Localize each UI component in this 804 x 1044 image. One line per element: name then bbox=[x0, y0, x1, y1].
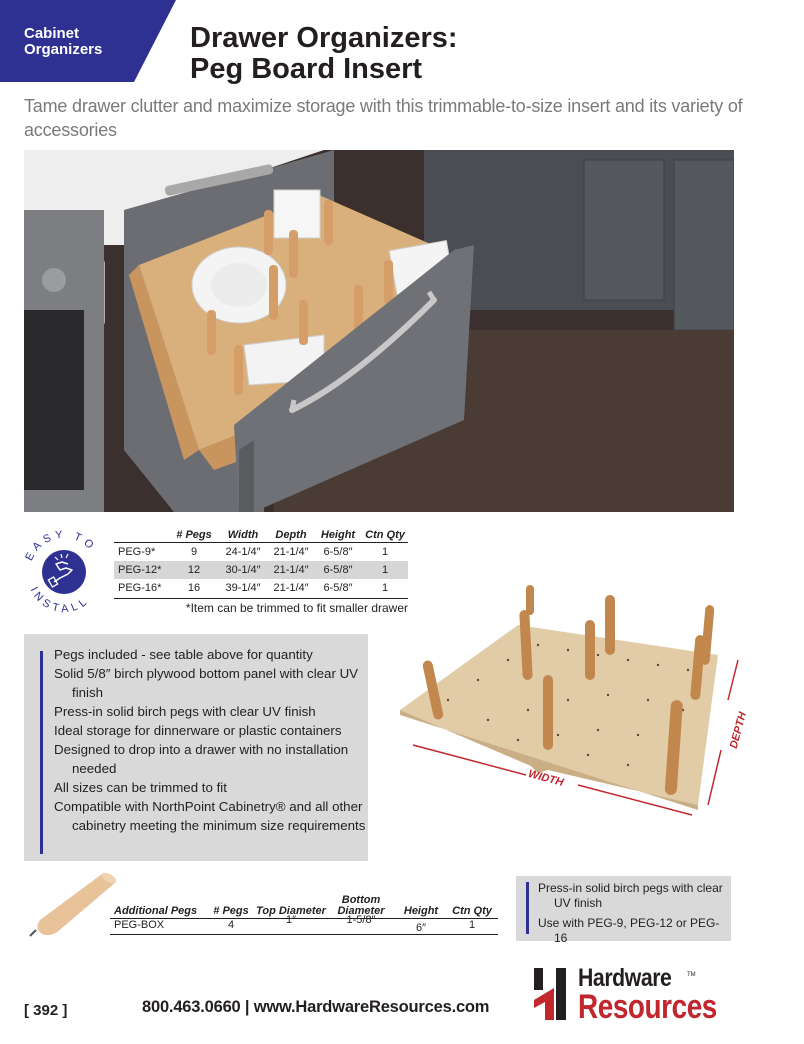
width-label: WIDTH bbox=[526, 767, 565, 789]
depth-label: DEPTH bbox=[727, 710, 750, 750]
features-box bbox=[24, 634, 368, 861]
page-subtitle: Tame drawer clutter and maximize storage with this trimmable-to-size insert and its variety of accessories bbox=[24, 96, 743, 140]
header-ctn-qty: Ctn Qty bbox=[365, 529, 405, 541]
contact-info[interactable]: 800.463.0660 | www.HardwareResources.com bbox=[142, 998, 490, 1016]
accessory-notes-list bbox=[538, 881, 728, 951]
feature-item: Compatible with NorthPoint Cabinetry® and all other cabinetry meeting the minimum size requirements bbox=[54, 799, 366, 833]
category-line-1: Cabinet bbox=[24, 25, 80, 42]
logo-hardware-text: Hardware bbox=[578, 964, 672, 992]
accessory-note: Use with PEG-9, PEG-12 or PEG-16 bbox=[538, 916, 720, 945]
accessory-note: Press-in solid birch pegs with clear UV finish bbox=[538, 881, 723, 910]
category-line-2: Organizers bbox=[24, 41, 103, 58]
easy-to-install-badge bbox=[16, 520, 112, 616]
product-spec-table bbox=[114, 528, 408, 615]
peg-photo bbox=[22, 868, 122, 948]
peg-board-illustration bbox=[388, 560, 788, 820]
hardware-resources-logo bbox=[532, 966, 738, 1024]
feature-item: Ideal storage for dinnerware or plastic containers bbox=[54, 723, 342, 738]
header-width: Width bbox=[227, 529, 259, 541]
feature-item: All sizes can be trimmed to fit bbox=[54, 780, 227, 795]
hero-photo bbox=[24, 150, 734, 512]
trim-note: *Item can be trimmed to fit smaller drawer bbox=[185, 601, 408, 615]
category-label bbox=[24, 26, 102, 58]
feature-item: Solid 5/8″ birch plywood bottom panel with clear UV finish bbox=[54, 666, 359, 700]
accent-bar bbox=[526, 882, 529, 934]
features-list bbox=[54, 645, 366, 835]
svg-text:INSTALL: INSTALL bbox=[27, 585, 93, 616]
table-row: PEG-16* 16 39-1/4″ 21-1/4″ 6-5/8″ 1 bbox=[118, 582, 389, 594]
table-header: Additional Pegs # Pegs Top Diameter Bottom Diameter Height Ctn Qty bbox=[110, 892, 498, 919]
table-row: PEG-BOX 4 1″ 1-5/8″ 6″ 1 bbox=[110, 919, 498, 935]
header-height: Height bbox=[320, 529, 356, 541]
logo-resources-text: Resources bbox=[578, 988, 717, 1026]
hand-snap-icon bbox=[16, 520, 112, 616]
title-line-1: Drawer Organizers: bbox=[190, 22, 458, 54]
feature-item: Designed to drop into a drawer with no installation needed bbox=[54, 742, 349, 776]
additional-pegs-table bbox=[110, 892, 498, 935]
table-header bbox=[114, 528, 408, 543]
feature-item: Pegs included - see table above for quantity bbox=[54, 647, 313, 662]
badge-top-text: EASY TO bbox=[23, 528, 99, 563]
table-rule bbox=[114, 598, 408, 599]
peg-board-diagram bbox=[388, 560, 788, 820]
feature-item: Press-in solid birch pegs with clear UV finish bbox=[54, 704, 316, 719]
page-title bbox=[190, 23, 458, 85]
header-pegs: # Pegs bbox=[176, 529, 212, 541]
wooden-peg-illustration bbox=[22, 868, 122, 948]
header-depth: Depth bbox=[275, 529, 307, 541]
table-row: PEG-12* 12 30-1/4″ 21-1/4″ 6-5/8″ 1 bbox=[114, 561, 408, 579]
drawer-photo-illustration bbox=[24, 150, 734, 512]
logo-tm: TM bbox=[687, 972, 696, 978]
logo-mark-icon bbox=[532, 966, 568, 1022]
accent-bar bbox=[40, 651, 43, 854]
page-number: [ 392 ] bbox=[24, 1002, 68, 1019]
title-line-2: Peg Board Insert bbox=[190, 53, 423, 85]
accessory-notes-box bbox=[516, 876, 731, 945]
table-row: PEG-9* 9 24-1/4″ 21-1/4″ 6-5/8″ 1 bbox=[118, 546, 389, 558]
